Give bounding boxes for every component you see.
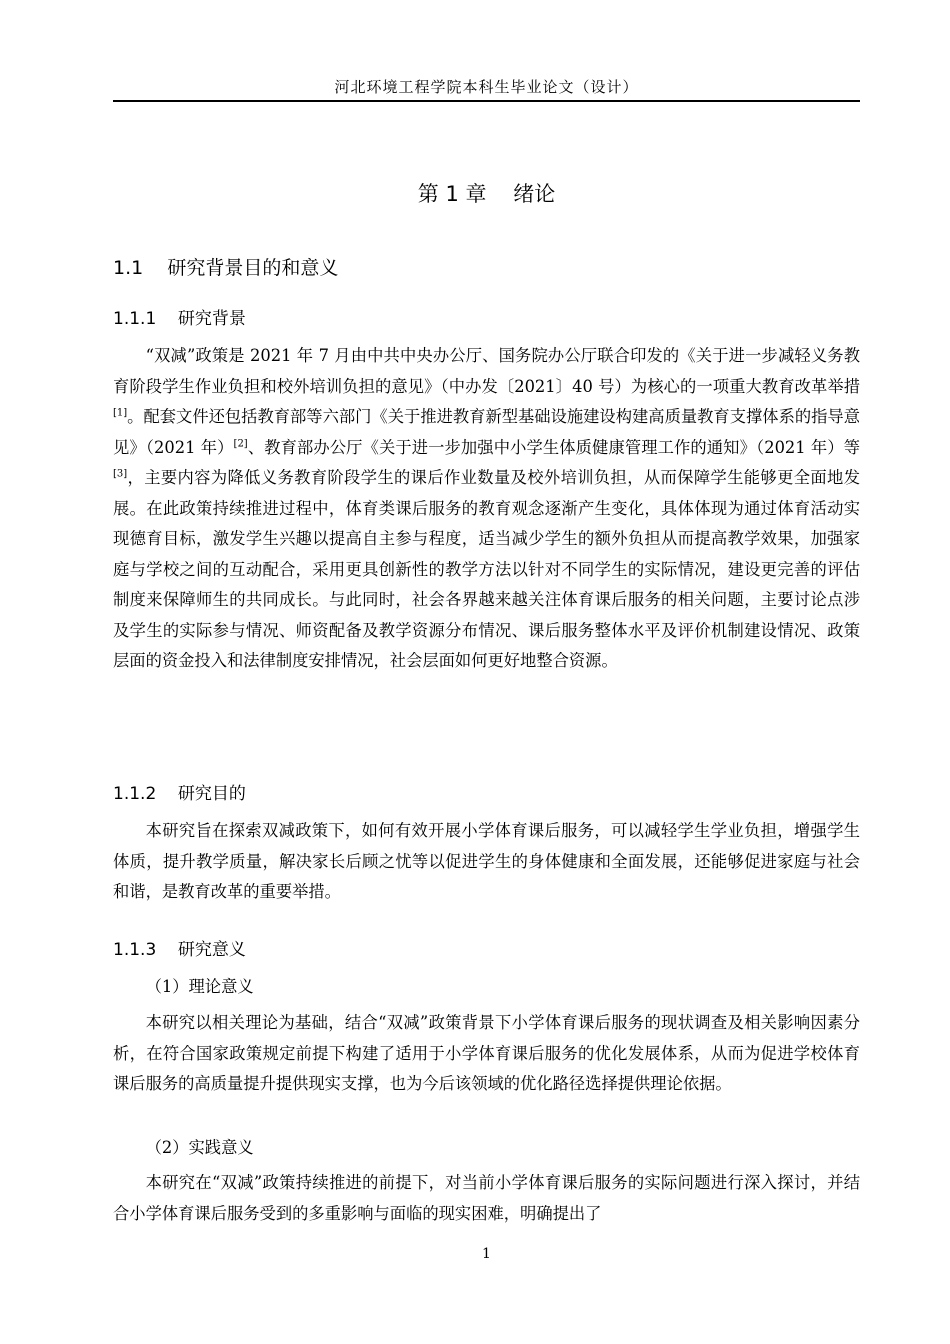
background-paragraph (113, 341, 860, 677)
background-text-4: ，主要内容为降低义务教育阶段学生的课后作业数量及校外培训负担，从而保障学生能够更全面地发展。在此政策持续推进过程中，体育类课后服务的教育观念逐渐产生变化，具体体现为通过体育活动实现德育目标，激发学生兴趣以提高自主参与程度，适当减少学生的额外负担从而提高教学效果，加强家庭与学校之间的互动配合，采用更具创新性的教学方法以针对不同学生的实际情况，建设更完善的评估制度来保障师生的共同成长。与此同时，社会各界越来越关注体育课后服务的相关问题，主要讨论点涉及学生的实际参与情况、师资配备及教学资源分布情况、课后服务整体水平及评价机制建设情况、政策层面的资金投入和法律制度安排情况，社会层面如何更好地整合资源。 (113, 468, 860, 670)
citation-1: [1] (113, 407, 128, 419)
citation-3: [3] (113, 468, 128, 480)
practical-significance-label: （2）实践意义 (145, 1138, 254, 1157)
theoretical-significance-paragraph: 本研究以相关理论为基础，结合“双减”政策背景下小学体育课后服务的现状调查及相关影响因素分析，在符合国家政策规定前提下构建了适用于小学体育课后服务的优化发展体系，从而为促进学校体育课后服务的高质量提升提供现实支撑，也为今后该领域的优化路径选择提供理论依据。 (113, 1013, 860, 1093)
theoretical-significance-label: （1）理论意义 (145, 977, 254, 996)
chapter-title: 第 1 章 绪论 (417, 182, 556, 206)
section-heading-1-1-3: 1.1.3 研究意义 (113, 940, 246, 960)
section-heading-1-1: 1.1 研究背景目的和意义 (113, 257, 339, 279)
running-header: 河北环境工程学院本科生毕业论文（设计） (334, 78, 639, 96)
background-text-2: 。配套文件还包括教育部等六部门《关于推进教育新型基础设施建设构建高质量教育支撑体系的指导意见》（2021 年） (113, 407, 860, 457)
header-divider (113, 100, 860, 102)
page-number: 1 (482, 1246, 491, 1262)
practical-significance-paragraph: 本研究在“双减”政策持续推进的前提下，对当前小学体育课后服务的实际问题进行深入探讨，并结合小学体育课后服务受到的多重影响与面临的现实困难，明确提出了 (113, 1173, 860, 1223)
citation-2: [2] (233, 438, 248, 450)
section-heading-1-1-1: 1.1.1 研究背景 (113, 309, 246, 329)
section-heading-1-1-2: 1.1.2 研究目的 (113, 784, 246, 804)
background-text-3: 、教育部办公厅《关于进一步加强中小学生体质健康管理工作的通知》（2021 年）等 (247, 437, 860, 457)
background-text-1: “双减”政策是 2021 年 7 月由中共中央办公厅、国务院办公厅联合印发的《关于进一步减轻义务教育阶段学生作业负担和校外培训负担的意见》（中办发〔2021〕40 号）为核心的一项重大教育改革举措 (113, 346, 860, 396)
purpose-paragraph: 本研究旨在探索双减政策下，如何有效开展小学体育课后服务，可以减轻学生学业负担，增强学生体质，提升教学质量，解决家长后顾之忧等以促进学生的身体健康和全面发展，还能够促进家庭与社会和谐，是教育改革的重要举措。 (113, 821, 860, 901)
